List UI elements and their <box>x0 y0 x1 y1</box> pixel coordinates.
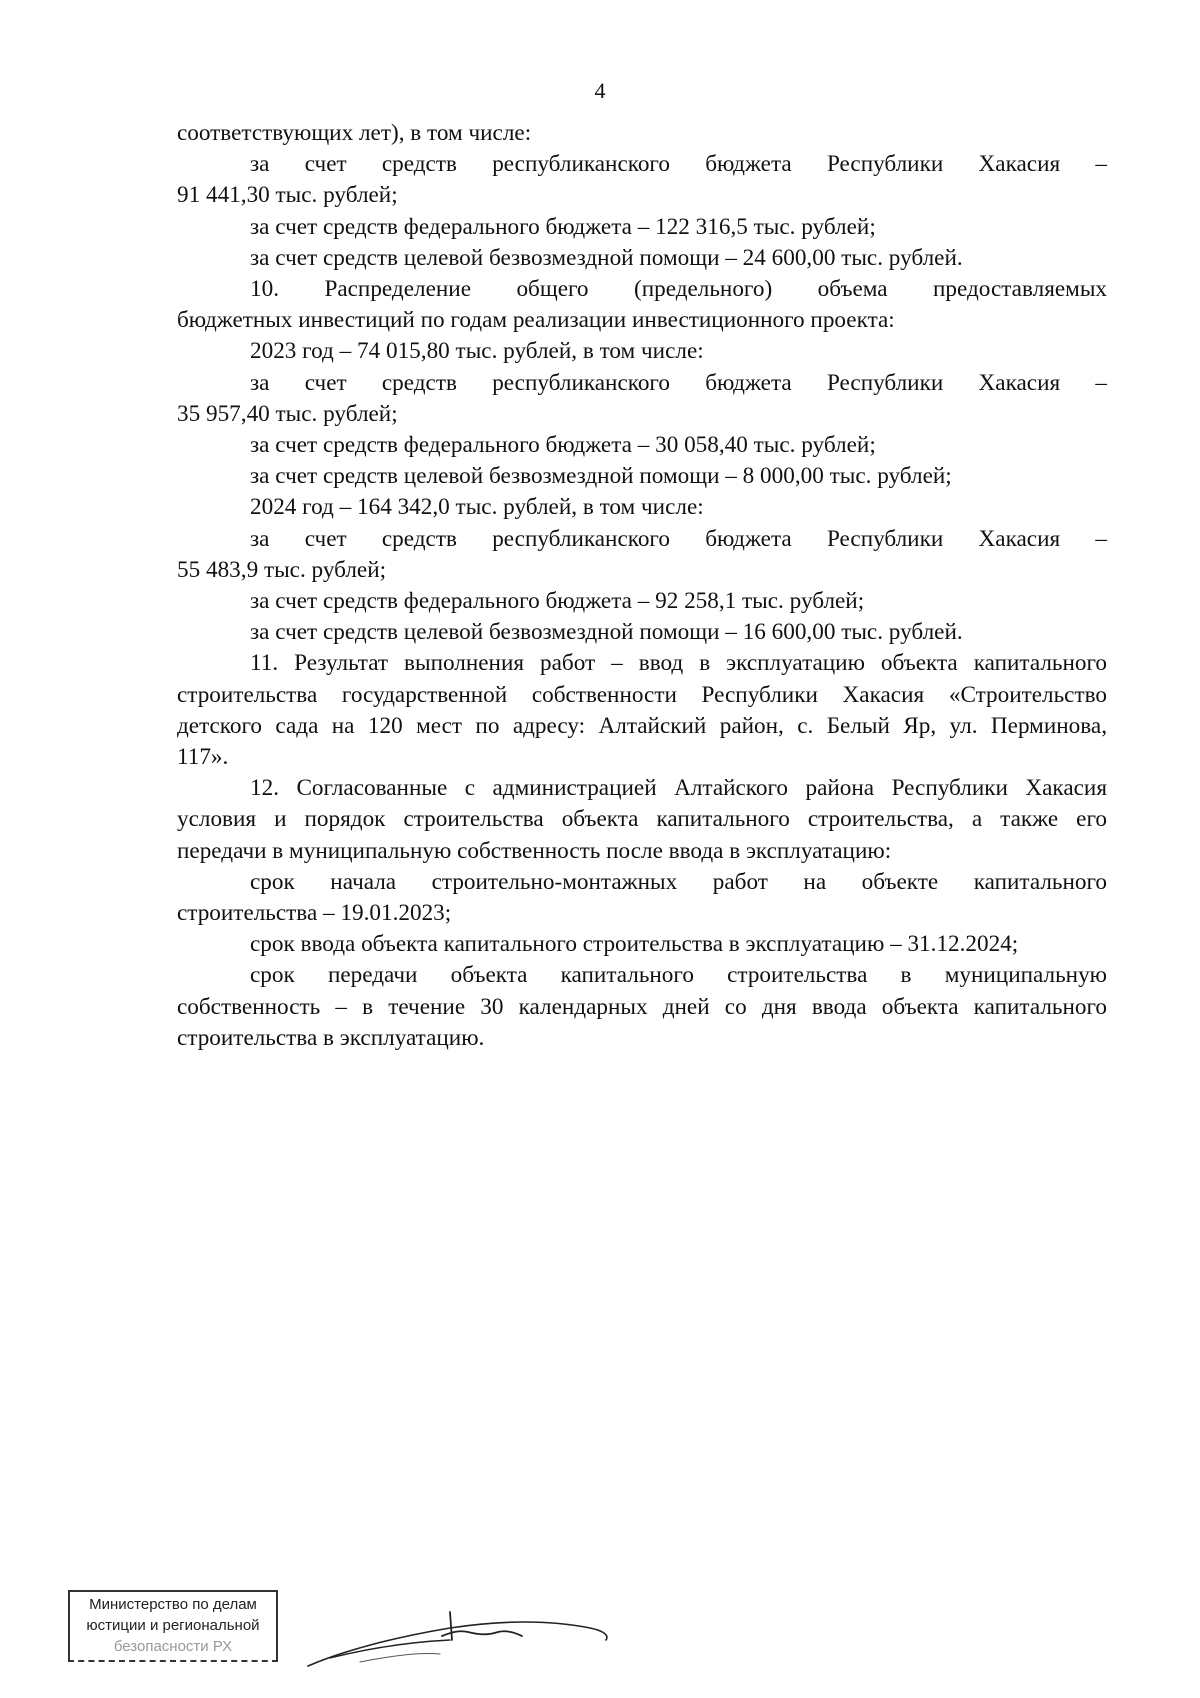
stamp-line: юстиции и региональной <box>86 1617 260 1634</box>
text-line: строительства государственной собственности Республики Хакасия «Строительство <box>177 681 1107 708</box>
page-number: 4 <box>594 78 606 103</box>
stamp-line: Министерство по делам <box>89 1596 257 1613</box>
text-line: за счет средств целевой безвозмездной помощи – 8 000,00 тыс. рублей; <box>250 463 952 490</box>
text-line: за счет средств федерального бюджета – 30 058,40 тыс. рублей; <box>250 432 876 459</box>
text-line: бюджетных инвестиций по годам реализации инвестиционного проекта: <box>177 307 895 334</box>
text-line: передачи в муниципальную собственность после ввода в эксплуатацию: <box>177 837 892 864</box>
text-line: 2023 год – 74 015,80 тыс. рублей, в том числе: <box>250 338 704 365</box>
text-line: 91 441,30 тыс. рублей; <box>177 182 398 209</box>
text-line: соответствующих лет), в том числе: <box>177 120 532 146</box>
text-line: за счет средств республиканского бюджета Республики Хакасия – <box>250 525 1107 552</box>
text-line: за счет средств республиканского бюджета Республики Хакасия – <box>250 151 1107 178</box>
text-line: срок ввода объекта капитального строительства в эксплуатацию – 31.12.2024; <box>250 931 1019 958</box>
text-line: 11. Результат выполнения работ – ввод в эксплуатацию объекта капитального <box>250 650 1107 677</box>
text-line: срок начала строительно-монтажных работ на объекте капитального <box>250 868 1107 895</box>
text-line: за счет средств федерального бюджета – 92 258,1 тыс. рублей; <box>250 588 865 615</box>
text-line: 12. Согласованные с администрацией Алтайского района Республики Хакасия <box>250 775 1107 802</box>
text-line: за счет средств целевой безвозмездной помощи – 16 600,00 тыс. рублей. <box>250 619 963 646</box>
text-line: строительства в эксплуатацию. <box>177 1024 485 1051</box>
text-line: 35 957,40 тыс. рублей; <box>177 400 398 427</box>
text-line: 2024 год – 164 342,0 тыс. рублей, в том числе: <box>250 494 704 521</box>
text-line: за счет средств целевой безвозмездной помощи – 24 600,00 тыс. рублей. <box>250 244 963 271</box>
text-line: условия и порядок строительства объекта капитального строительства, а также его <box>177 806 1107 833</box>
signature <box>300 1570 660 1680</box>
text-line: 117». <box>177 744 229 771</box>
text-line: детского сада на 120 мест по адресу: Алтайский район, с. Белый Яр, ул. Перминова, <box>177 712 1107 739</box>
text-line: за счет средств республиканского бюджета Республики Хакасия – <box>250 369 1107 396</box>
document-body <box>177 118 1107 1054</box>
text-line: срок передачи объекта капитального строительства в муниципальную <box>250 962 1107 989</box>
text-line: строительства – 19.01.2023; <box>177 900 452 927</box>
ministry-stamp <box>68 1590 278 1662</box>
text-line: собственность – в течение 30 календарных дней со дня ввода объекта капитального <box>177 993 1107 1020</box>
text-line: 10. Распределение общего (предельного) объема предоставляемых <box>250 276 1107 303</box>
stamp-line: безопасности РХ <box>113 1638 233 1655</box>
text-line: за счет средств федерального бюджета – 122 316,5 тыс. рублей; <box>250 213 876 240</box>
text-line: 55 483,9 тыс. рублей; <box>177 556 387 583</box>
